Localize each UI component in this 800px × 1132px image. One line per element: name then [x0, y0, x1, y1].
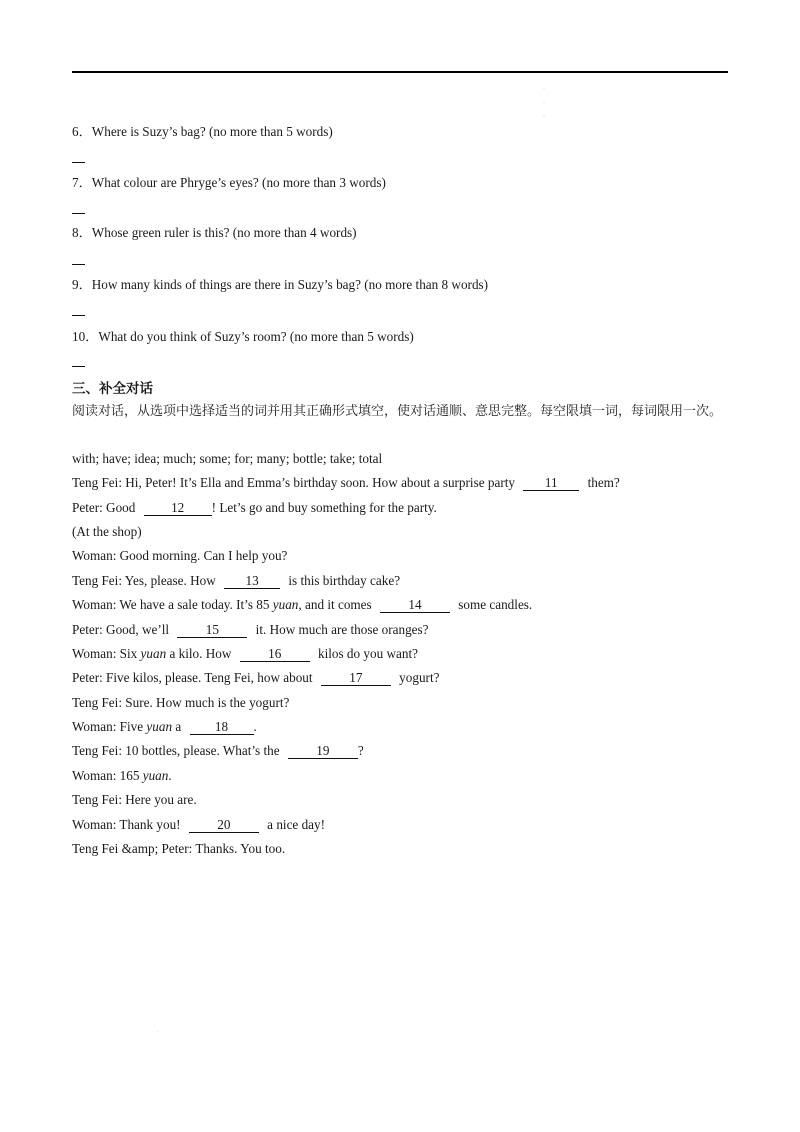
dialogue-text: Peter: Five kilos, please. Teng Fei, how about	[72, 670, 313, 685]
dialogue-line	[72, 621, 429, 639]
dialogue-text: , and it comes	[298, 597, 372, 612]
dialogue-text: ! Let’s go and buy something for the party.	[211, 500, 437, 515]
dialogue-line	[72, 816, 325, 834]
dialogue-line	[72, 694, 289, 712]
blank-13[interactable]: 13	[224, 573, 280, 589]
dialogue-text: Teng Fei: 10 bottles, please. What’s the	[72, 743, 280, 758]
blank-20[interactable]: 20	[189, 817, 259, 833]
dialogue-text: Teng Fei: Yes, please. How	[72, 573, 216, 588]
dialogue-line	[72, 572, 400, 590]
blank-12[interactable]: 12	[144, 500, 212, 516]
dialogue-text: yogurt?	[399, 670, 440, 685]
question-6: 6．Where is Suzy’s bag? (no more than 5 words)	[72, 124, 333, 139]
dialogue-text: .	[168, 768, 172, 783]
dialogue-text: Woman: Five	[72, 719, 144, 734]
dialogue-text: some candles.	[458, 597, 533, 612]
dialogue-text: is this birthday cake?	[288, 573, 401, 588]
dialogue-line	[72, 596, 532, 614]
dialogue-text: Peter: Good, we’ll	[72, 622, 170, 637]
dialogue-text: Woman: Good morning. Can I help you?	[72, 548, 288, 563]
section-heading: 三、补全对话	[72, 381, 153, 397]
dialogue-line	[72, 645, 418, 663]
question-8: 8．Whose green ruler is this? (no more than 4 words)	[72, 225, 357, 240]
dialogue-text: a	[175, 719, 182, 734]
dialogue-line	[72, 718, 257, 736]
word-bank: with; have; idea; much; some; for; many; bottle; take; total	[72, 451, 383, 466]
dialogue-text: Peter: Good	[72, 500, 136, 515]
dialogue-text: (At the shop)	[72, 524, 142, 539]
currency-word: yuan	[142, 768, 169, 783]
blank-15[interactable]: 15	[177, 622, 247, 638]
dialogue-text: them?	[587, 475, 620, 490]
answer-line-6	[72, 162, 85, 163]
dialogue-text: .	[253, 719, 257, 734]
dialogue-text: ?	[357, 743, 364, 758]
margin-dots: · · ·	[543, 86, 545, 120]
dialogue-line	[72, 742, 364, 760]
blank-14[interactable]: 14	[380, 597, 450, 613]
dialogue-text: Woman: We have a sale today. It’s 85	[72, 597, 270, 612]
answer-line-7	[72, 213, 85, 214]
dialogue-line	[72, 547, 287, 565]
question-7: 7．What colour are Phryge’s eyes? (no more than 3 words)	[72, 175, 386, 190]
dialogue-line	[72, 791, 197, 809]
dialogue-text: Woman: Six	[72, 646, 138, 661]
footer-dot: ·	[157, 1030, 159, 1035]
question-10: 10．What do you think of Suzy’s room? (no more than 5 words)	[72, 329, 414, 344]
dialogue-line	[72, 840, 285, 858]
blank-18[interactable]: 18	[190, 719, 254, 735]
dialogue-line	[72, 669, 439, 687]
blank-16[interactable]: 16	[240, 646, 310, 662]
dialogue-line	[72, 499, 437, 517]
header-rule	[72, 71, 728, 73]
dialogue-text: Woman: Thank you!	[72, 817, 181, 832]
dialogue-text: it. How much are those oranges?	[255, 622, 429, 637]
dialogue-line	[72, 767, 172, 785]
dialogue-text: Teng Fei: Hi, Peter! It’s Ella and Emma’s birthday soon. How about a surprise party	[72, 475, 515, 490]
answer-line-10	[72, 366, 85, 367]
dialogue-text: a nice day!	[267, 817, 326, 832]
blank-19[interactable]: 19	[288, 743, 358, 759]
dialogue-line	[72, 474, 620, 492]
answer-line-8	[72, 264, 85, 265]
question-9: 9．How many kinds of things are there in Suzy’s bag? (no more than 8 words)	[72, 277, 489, 292]
currency-word: yuan	[140, 646, 167, 661]
dialogue-line	[72, 523, 142, 541]
dialogue-text: Teng Fei: Sure. How much is the yogurt?	[72, 695, 290, 710]
dialogue-text: Teng Fei: Here you are.	[72, 792, 197, 807]
dialogue-text: Teng Fei &amp; Peter: Thanks. You too.	[72, 841, 286, 856]
answer-line-9	[72, 315, 85, 316]
section-instruction: 阅读对话，从选项中选择适当的词并用其正确形式填空，使对话通顺、意思完整。每空限填一词，每词限用一次。	[72, 404, 723, 419]
currency-word: yuan	[272, 597, 299, 612]
currency-word: yuan	[146, 719, 173, 734]
blank-11[interactable]: 11	[523, 475, 579, 491]
dialogue-text: kilos do you want?	[317, 646, 418, 661]
dialogue-text: a kilo. How	[169, 646, 232, 661]
dialogue-text: Woman: 165	[72, 768, 140, 783]
blank-17[interactable]: 17	[321, 670, 391, 686]
